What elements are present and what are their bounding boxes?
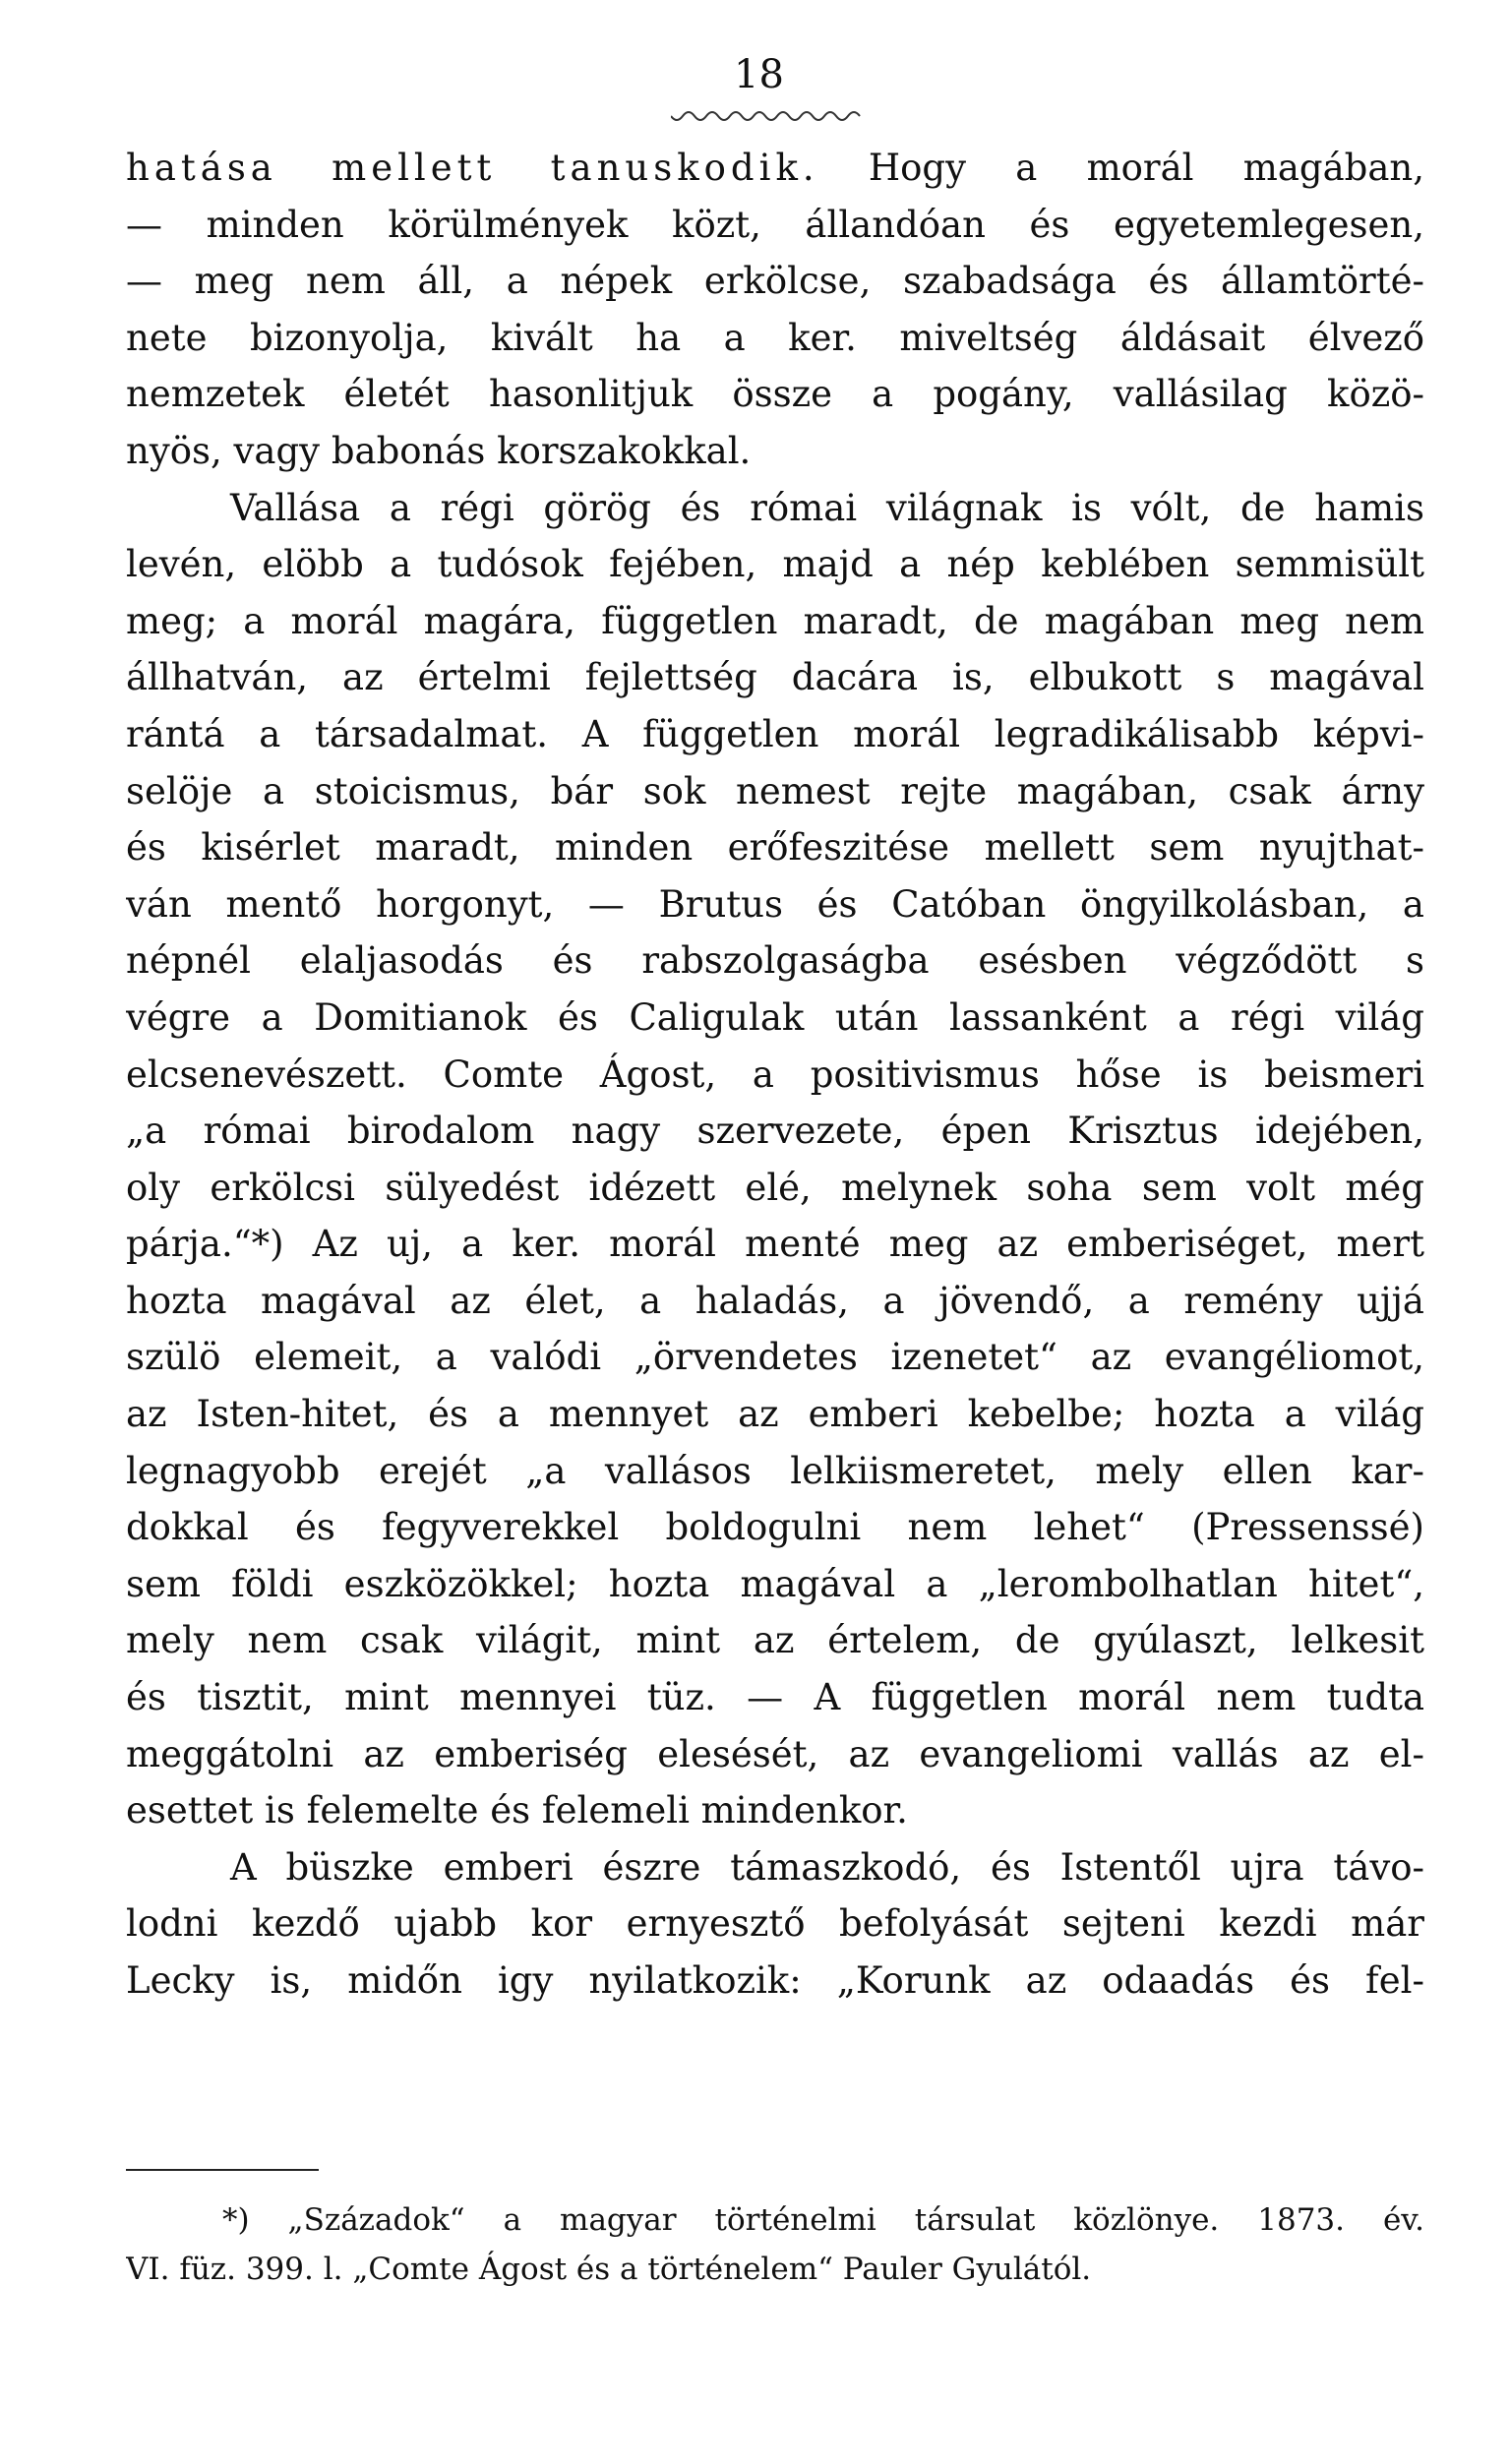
text-line: mely nem csak világit, mint az értelem, de gyúlaszt, lelkesit: [126, 1619, 1424, 1662]
paragraph: [126, 480, 1424, 1839]
text-line: népnél elaljasodás és rabszolgaságba esésben végződött s: [126, 939, 1424, 983]
text-line: nete bizonyolja, kivált ha a ker. miveltség áldásait élvező: [126, 316, 1424, 359]
text-line: meg; a morál magára, független maradt, de magában meg nem: [126, 599, 1424, 642]
paragraph: [126, 1839, 1424, 2010]
text-line: selöje a stoicismus, bár sok nemest rejte magában, csak árny: [126, 769, 1424, 812]
text-line: nyös, vagy babonás korszakokkal.: [126, 429, 752, 472]
text-line: lodni kezdő ujabb kor ernyesztő befolyását sejteni kezdi már: [126, 1902, 1424, 1946]
text-line: A büszke emberi észre támaszkodó, és Istentől ujra távo-: [230, 1845, 1424, 1889]
text-line: hozta magával az élet, a haladás, a jövendő, a remény ujjá: [126, 1279, 1424, 1322]
text-line: Lecky is, midőn igy nyilatkozik: „Korunk az odaadás és fel-: [126, 1959, 1424, 2002]
text-line: végre a Domitianok és Caligulak után lassanként a régi világ: [126, 995, 1424, 1039]
text-line: rántá a társadalmat. A független morál legradikálisabb képvi-: [126, 712, 1424, 755]
text-line: sem földi eszközökkel; hozta magával a „lerombolhatlan hitet“,: [126, 1562, 1424, 1605]
text-line: oly erkölcsi sülyedést idézett elé, melynek soha sem volt még: [126, 1166, 1424, 1209]
page-number: 18: [734, 52, 784, 97]
text-line: esettet is felemelte és felemeli mindenkor.: [126, 1789, 908, 1833]
body-text: [126, 140, 1424, 2010]
text-line: állhatván, az értelmi fejlettség dacára is, elbukott s magával: [126, 656, 1424, 699]
text-line: hatása mellett tanuskodik. Hogy a morál magában,: [126, 147, 1424, 189]
text-line: szülö elemeit, a valódi „örvendetes izenetet“ az evangéliomot,: [126, 1336, 1424, 1379]
text-line: dokkal és fegyverekkel boldogulni nem lehet“ (Pressenssé): [126, 1506, 1424, 1549]
text-line: Vallása a régi görög és római világnak is vólt, de hamis: [230, 486, 1424, 529]
text-line: párja.“*) Az uj, a ker. morál menté meg az emberiséget, mert: [126, 1223, 1424, 1266]
text-line: az Isten-hitet, és a mennyet az emberi kebelbe; hozta a világ: [126, 1393, 1424, 1436]
spaced-phrase: hatása mellett tanuskodik.: [126, 147, 819, 189]
text-line: elcsenevészett. Comte Ágost, a positivismus hőse is beismeri: [126, 1052, 1424, 1096]
text-line: legnagyobb erejét „a vallásos lelkiismeretet, mely ellen kar-: [126, 1449, 1424, 1492]
text-line: és kisérlet maradt, minden erőfeszitése mellett sem nyujthat-: [126, 826, 1424, 870]
text-line: és tisztit, mint mennyei tüz. — A független morál nem tudta: [126, 1676, 1424, 1719]
paragraph: [126, 140, 1424, 480]
page-number-ornament: [671, 110, 868, 126]
footnote-line: *) „Századok“ a magyar történelmi társulat közlönye. 1873. év.: [222, 2202, 1424, 2238]
text-line: „a római birodalom nagy szervezete, épen Krisztus idejében,: [126, 1110, 1424, 1153]
text-line: — meg nem áll, a népek erkölcse, szabadsága és államtörté-: [126, 260, 1424, 303]
footnote-divider: [126, 2169, 319, 2171]
text-line: — minden körülmények közt, állandóan és egyetemlegesen,: [126, 203, 1424, 246]
text-line: nemzetek életét hasonlitjuk össze a pogány, vallásilag közö-: [126, 373, 1424, 416]
text-line: ván mentő horgonyt, — Brutus és Catóban öngyilkolásban, a: [126, 882, 1424, 926]
text-line: meggátolni az emberiség elesését, az evangeliomi vallás az el-: [126, 1732, 1424, 1775]
footnotes: [126, 2195, 1424, 2294]
footnote-line: VI. füz. 399. l. „Comte Ágost és a történelem“ Pauler Gyulától.: [126, 2252, 1092, 2287]
text-line: levén, elöbb a tudósok fejében, majd a nép keblében semmisült: [126, 543, 1424, 586]
